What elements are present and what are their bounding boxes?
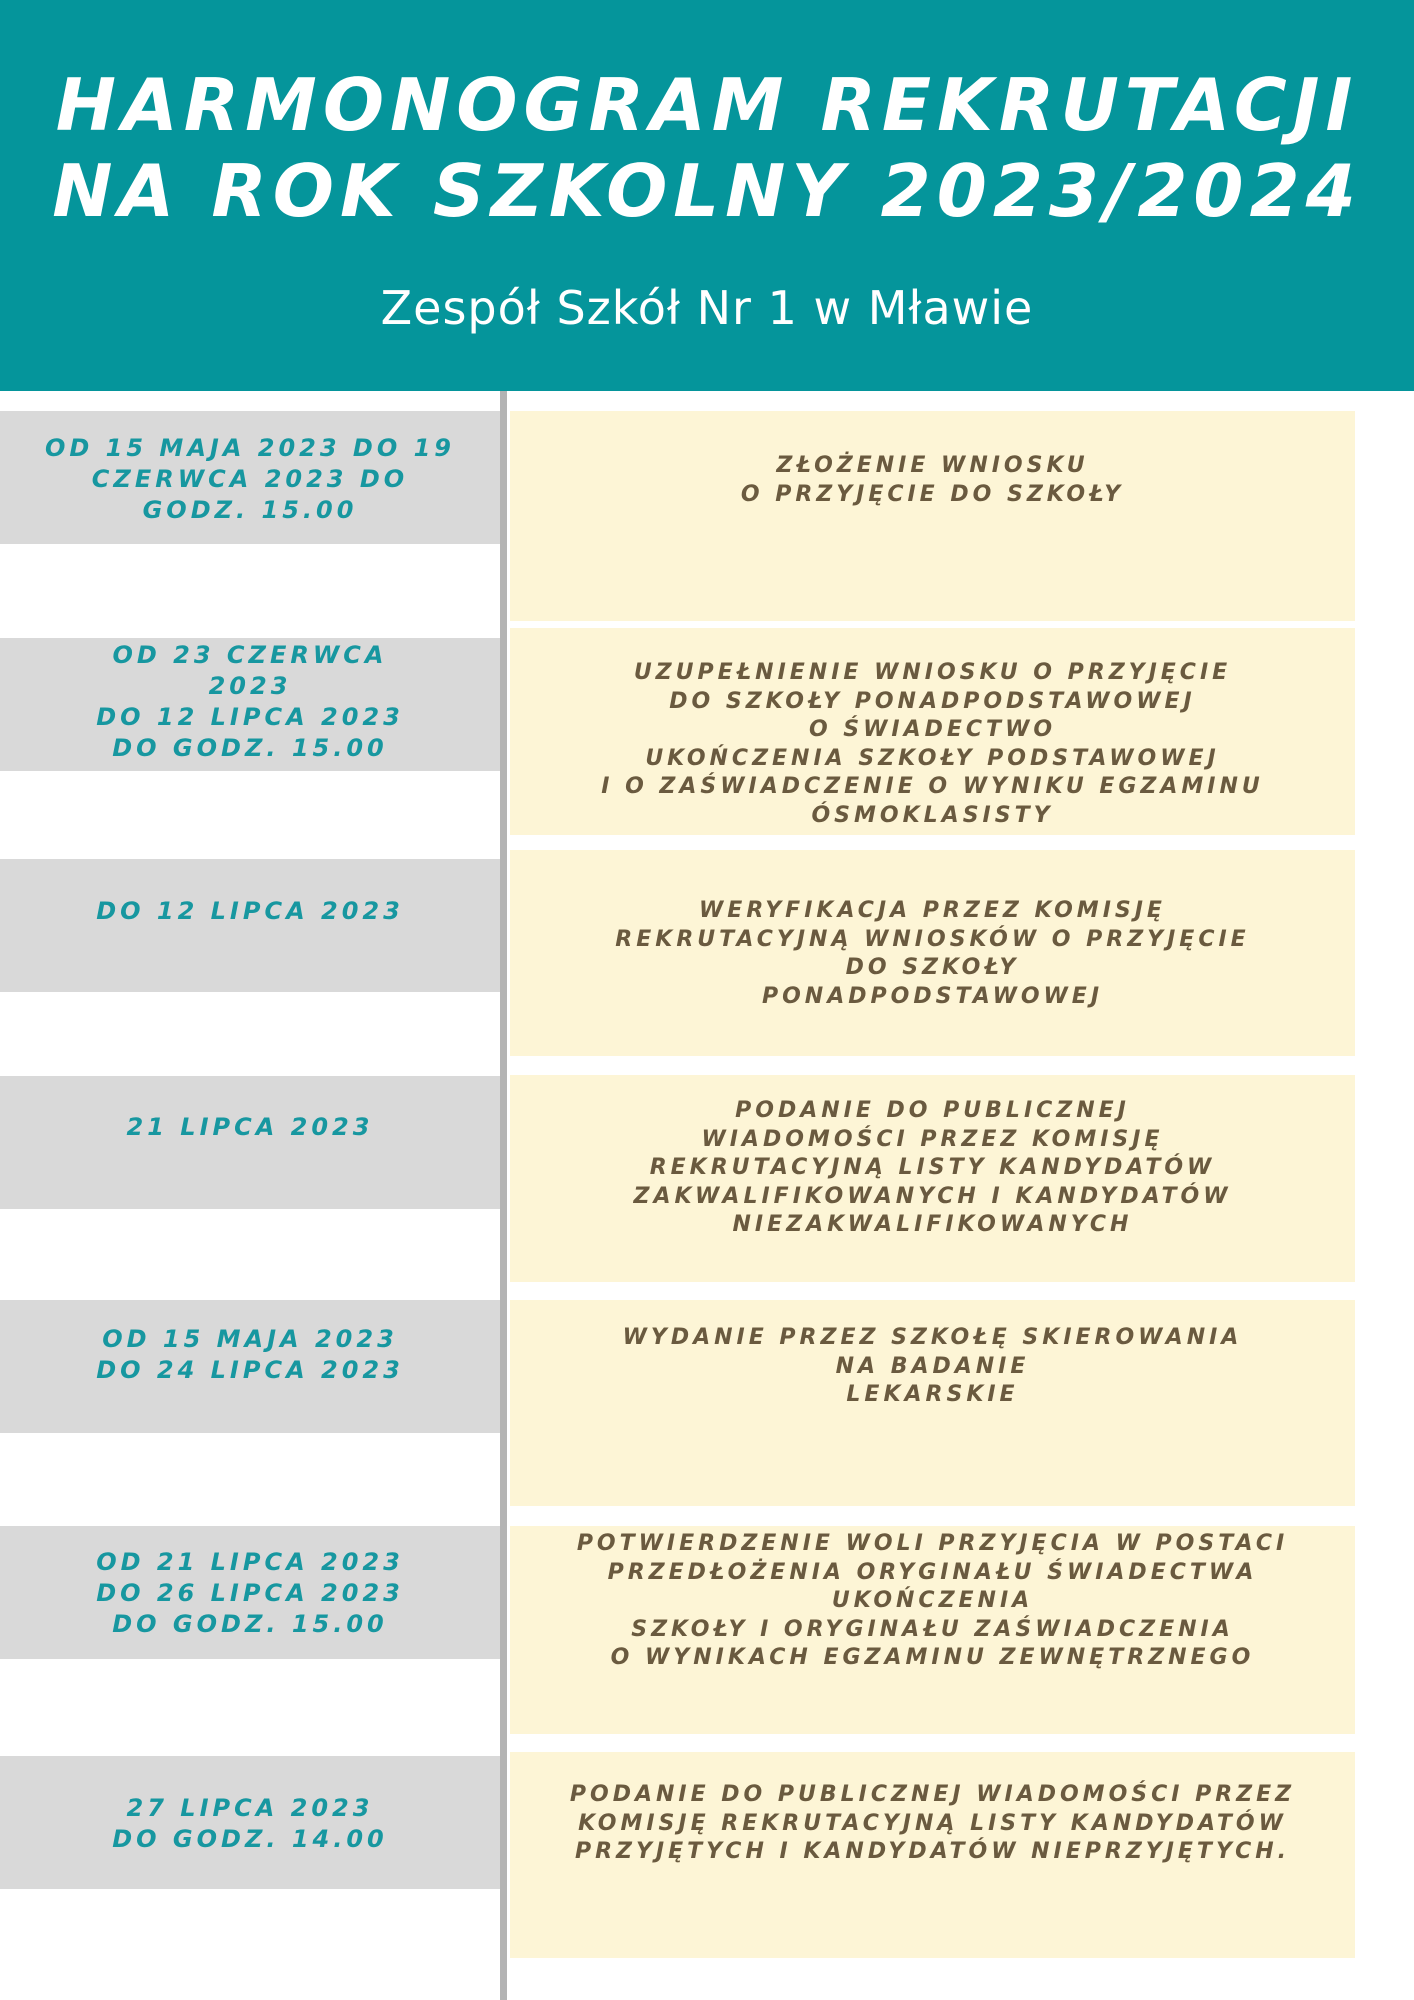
date-line: OD 23 CZERWCA <box>112 641 388 669</box>
description-line: UKOŃCZENIA <box>831 1588 1034 1613</box>
schedule-description <box>510 1324 1355 1410</box>
timeline-divider <box>500 391 507 2000</box>
date-line: 21 LIPCA 2023 <box>126 1113 374 1141</box>
description-line: ZŁOŻENIE WNIOSKU <box>776 453 1089 478</box>
schedule-description <box>510 897 1355 1011</box>
schedule-description <box>510 1781 1355 1867</box>
header-banner <box>0 0 1414 391</box>
description-box <box>510 411 1355 621</box>
schedule-date <box>0 1547 500 1640</box>
date-line: GODZ. 15.00 <box>142 496 358 524</box>
schedule-date <box>0 1112 500 1143</box>
description-line: NIEZAKWALIFIKOWANYCH <box>732 1212 1133 1237</box>
description-line: O ŚWIADECTWO <box>808 717 1057 742</box>
description-line: PRZYJĘTYCH I KANDYDATÓW NIEPRZYJĘTYCH. <box>574 1839 1291 1864</box>
description-line: PONADPODSTAWOWEJ <box>761 983 1104 1009</box>
date-line: DO 12 LIPCA 2023 <box>96 703 404 731</box>
date-line: 27 LIPCA 2023 <box>126 1794 374 1822</box>
description-line: WYDANIE PRZEZ SZKOŁĘ SKIEROWANIA <box>622 1325 1243 1350</box>
date-line: DO GODZ. 15.00 <box>112 734 388 762</box>
date-line: CZERWCA 2023 DO <box>91 465 409 493</box>
date-line: DO GODZ. 15.00 <box>112 1610 388 1638</box>
description-line: NA BADANIE <box>835 1353 1030 1379</box>
description-line: SZKOŁY I ORYGINAŁU ZAŚWIADCZENIA <box>631 1616 1234 1642</box>
date-line: DO 26 LIPCA 2023 <box>96 1579 404 1607</box>
description-line: O WYNIKACH EGZAMINU ZEWNĘTRZNEGO <box>610 1645 1255 1670</box>
description-line: O PRZYJĘCIE DO SZKOŁY <box>740 481 1125 507</box>
page-title <box>0 62 1414 234</box>
description-line: PODANIE DO PUBLICZNEJ <box>735 1098 1130 1123</box>
description-line: UKOŃCZENIA SZKOŁY PODSTAWOWEJ <box>645 745 1220 771</box>
date-line: OD 21 LIPCA 2023 <box>96 1548 404 1576</box>
description-line: DO SZKOŁY PONADPODSTAWOWEJ <box>669 688 1196 714</box>
schedule-date <box>0 1324 500 1386</box>
description-line: POTWIERDZENIE WOLI PRZYJĘCIA W POSTACI <box>576 1531 1289 1556</box>
date-line: 2023 <box>208 672 292 700</box>
schedule-date <box>0 896 500 927</box>
schedule-description <box>510 1530 1355 1673</box>
date-line: OD 15 MAJA 2023 DO 19 <box>45 434 455 462</box>
school-name: Zespół Szkół Nr 1 w Mławie <box>380 281 1034 335</box>
date-line: DO 12 LIPCA 2023 <box>96 897 404 925</box>
schedule-description <box>510 452 1355 509</box>
schedule-date <box>0 433 500 526</box>
title-line-2: NA ROK SZKOLNY 2023/2024 <box>52 149 1362 233</box>
date-line: DO GODZ. 14.00 <box>112 1825 388 1853</box>
description-line: WERYFIKACJA PRZEZ KOMISJĘ <box>699 898 1166 923</box>
date-line: DO 24 LIPCA 2023 <box>96 1356 404 1384</box>
description-line: REKRUTACYJNĄ LISTY KANDYDATÓW <box>649 1155 1216 1180</box>
description-line: ÓSMOKLASISTY <box>811 802 1054 828</box>
schedule-description <box>510 659 1355 830</box>
schedule-date <box>0 640 500 764</box>
description-line: DO SZKOŁY <box>845 955 1020 980</box>
title-line-1: HARMONOGRAM REKRUTACJI <box>55 63 1359 147</box>
description-line: PODANIE DO PUBLICZNEJ WIADOMOŚCI PRZEZ <box>569 1782 1296 1807</box>
description-line: REKRUTACYJNĄ WNIOSKÓW O PRZYJĘCIE <box>615 926 1250 952</box>
description-line: I O ZAŚWIADCZENIE O WYNIKU EGZAMINU <box>601 774 1264 799</box>
description-line: UZUPEŁNIENIE WNIOSKU O PRZYJĘCIE <box>633 660 1232 685</box>
description-line: PRZEDŁOŻENIA ORYGINAŁU ŚWIADECTWA <box>607 1559 1258 1585</box>
description-line: WIADOMOŚCI PRZEZ KOMISJĘ <box>701 1126 1164 1152</box>
description-line: KOMISJĘ REKRUTACYJNĄ LISTY KANDYDATÓW <box>578 1810 1287 1836</box>
schedule-date <box>0 1793 500 1855</box>
description-line: ZAKWALIFIKOWANYCH I KANDYDATÓW <box>633 1183 1232 1209</box>
schedule-description <box>510 1097 1355 1240</box>
description-line: LEKARSKIE <box>846 1382 1019 1407</box>
date-line: OD 15 MAJA 2023 <box>102 1325 398 1353</box>
